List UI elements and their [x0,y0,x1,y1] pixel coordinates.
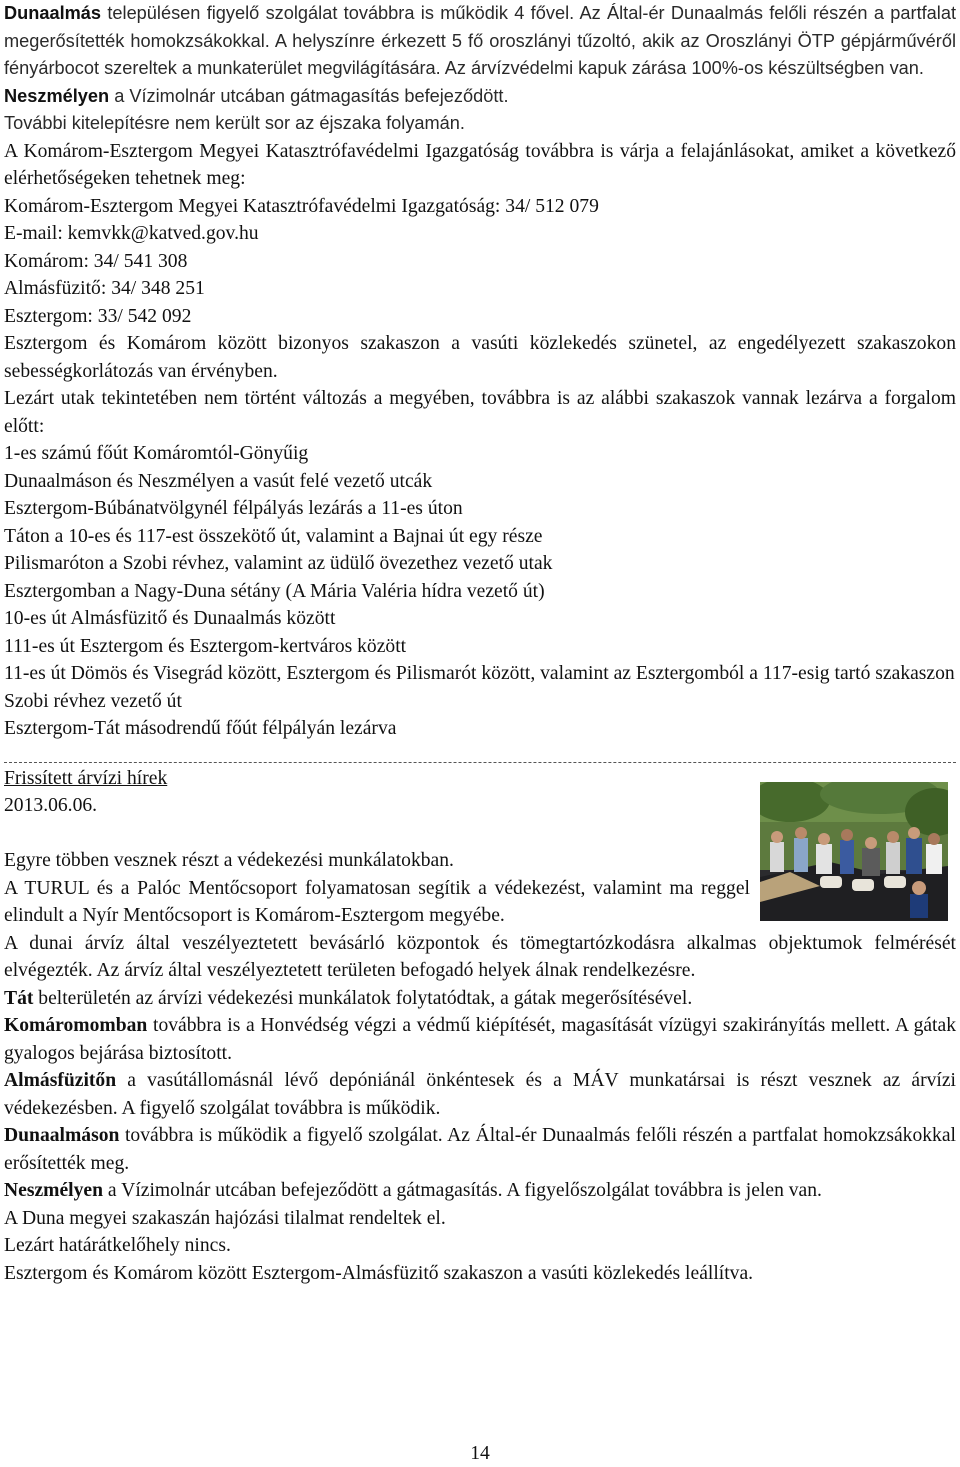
news-heading: Frissített árvízi hírek [4,767,168,789]
neszmely-news-paragraph [4,1177,956,1205]
komarom-bold: Komáromomban [4,1015,148,1036]
dunaalmas-news-text: továbbra is működik a figyelő szolgálat. Az Által-ér Dunaalmás felőli részén a partfalat homokzsákokkal erősítették meg. [4,1125,956,1174]
contact-directorate: Komárom-Esztergom Megyei Katasztrófavédelmi Igazgatóság: 34/ 512 079 [4,195,599,217]
page-number: 14 [470,1443,490,1464]
dunaalmas-bold: Dunaalmás [4,3,102,23]
road-item: 10-es út Almásfüzitő és Dunaalmás között [4,608,336,629]
roads-intro: Lezárt utak tekintetében nem történt változás a megyében, továbbra is az alábbi szakaszok vannak lezárva a forgalom előtt: [4,388,956,437]
rail-stopped-line: Esztergom és Komárom között Esztergom-Almásfüzitő szakaszon a vasúti közlekedés leállítva. [4,1262,754,1284]
neszmely-news-bold: Neszmélyen [4,1180,104,1201]
road-item: Táton a 10-es és 117-est összekötő út, valamint a Bajnai út egy része [4,525,543,547]
contact-komarom: Komárom: 34/ 541 308 [4,250,188,272]
dunaalmas-news-bold: Dunaalmáson [4,1125,120,1146]
news-date: 2013.06.06. [4,795,98,816]
news-section [4,765,956,1288]
almasfuzito-paragraph [4,1067,956,1122]
tat-bold: Tát [4,987,34,1009]
rail-paragraph: Esztergom és Komárom között bizonyos szakaszon a vasúti közlekedés szünetel, az engedélyezett szakaszokon sebességkorlátozás van érvényben. [4,333,956,382]
road-item: Esztergomban a Nagy-Duna sétány (A Mária Valéria hídra vezető út) [4,580,545,602]
dunaalmas-news-paragraph [4,1122,956,1177]
road-item: 11-es út Dömös és Visegrád között, Esztergom és Pilismarót között, valamint az Esztergomból a 117-esig tartó szakaszon [4,663,955,684]
contact-email: E-mail: kemvkk@katved.gov.hu [4,223,259,244]
komarom-paragraph [4,1012,956,1067]
closed-roads-list [4,440,956,743]
road-item: Esztergom-Tát másodrendű főút félpályán lezárva [4,718,397,739]
road-item: 111-es út Esztergom és Esztergom-kertváros között [4,635,407,657]
relocation-line: További kitelepítésre nem került sor az éjszaka folyamán. [4,113,465,133]
contact-esztergom: Esztergom: 33/ 542 092 [4,305,192,327]
tat-paragraph [4,985,956,1013]
almasfuzito-text: a vasútállomásnál lévő depóniánál önkéntesek és a MÁV munkatársai is részt vesznek az árvízi védekezésben. A figyelő szolgálat továbbra is működik. [4,1070,956,1119]
shipping-ban-line: A Duna megyei szakaszán hajózási tilalmat rendeltek el. [4,1207,446,1229]
document-page [4,0,956,1287]
dunaalmas-text: településen figyelő szolgálat továbbra is működik 4 fővel. Az Által-ér Dunaalmás felőli részén a partfalat megerősítették homokzsákokkal. A helyszínre érkezett 5 fő oroszlányi tűzoltó, akik az Oroszlányi ÖTP gépjárművéről fényárbocot szereltek a munkaterület megvilágítására. Az árvízvédelmi kapuk zárása 100%-os készültségben van. [4,3,956,78]
dunaalmas-paragraph [4,0,956,83]
news-paragraph: A dunai árvíz által veszélyeztetett bevásárló központok és tömegtartózkodásra alkalmas objektumok felmérését elvégezték. Az árvíz által veszélyeztetett területen befogadó helyek álnak rendelkezésre. [4,932,956,981]
news-paragraph: A TURUL és a Palóc Mentőcsoport folyamatosan segítik a védekezést, valamint ma reggel elindult a Nyír Mentőcsoport is Komárom-Esztergom megyébe. [4,877,750,926]
neszmely-text: a Vízimolnár utcában gátmagasítás befejeződött. [109,85,509,106]
almasfuzito-bold: Almásfüzitőn [4,1070,117,1091]
road-item: Dunaalmáson és Neszmélyen a vasút felé vezető utcák [4,470,433,492]
sandbag-volunteers-photo [760,782,948,921]
road-item: Esztergom-Búbánatvölgynél félpályás lezárás a 11-es úton [4,498,463,519]
road-item: Szobi révhez vezető út [4,690,182,712]
komarom-text: továbbra is a Honvédség végzi a védmű kiépítését, magasítását vízügyi szakirányítás mellett. A gátak gyalogos bejárása biztosított. [4,1015,956,1064]
photo-image [760,782,948,921]
road-item: 1-es számú főút Komáromtól-Gönyűig [4,443,309,464]
news-paragraph: Egyre többen vesznek részt a védekezési munkálatokban. [4,850,454,871]
donations-intro: A Komárom-Esztergom Megyei Katasztrófavédelmi Igazgatóság továbbra is várja a felajánlásokat, amiket a következő elérhetőségeken tehetnek meg: [4,140,956,189]
neszmely-news-text: a Vízimolnár utcában befejeződött a gátmagasítás. A figyelőszolgálat továbbra is jelen van. [103,1180,822,1201]
tat-text: belterületén az árvízi védekezési munkálatok folytatódtak, a gátak megerősítésével. [33,987,693,1009]
neszmely-paragraph [4,83,956,111]
contact-almasfuzito: Almásfüzitő: 34/ 348 251 [4,278,205,299]
neszmely-bold: Neszmélyen [4,85,110,106]
road-item: Pilismaróton a Szobi révhez, valamint az üdülő övezethez vezető utak [4,553,553,574]
border-crossing-line: Lezárt határátkelőhely nincs. [4,1235,231,1256]
dashed-separator [4,762,956,763]
